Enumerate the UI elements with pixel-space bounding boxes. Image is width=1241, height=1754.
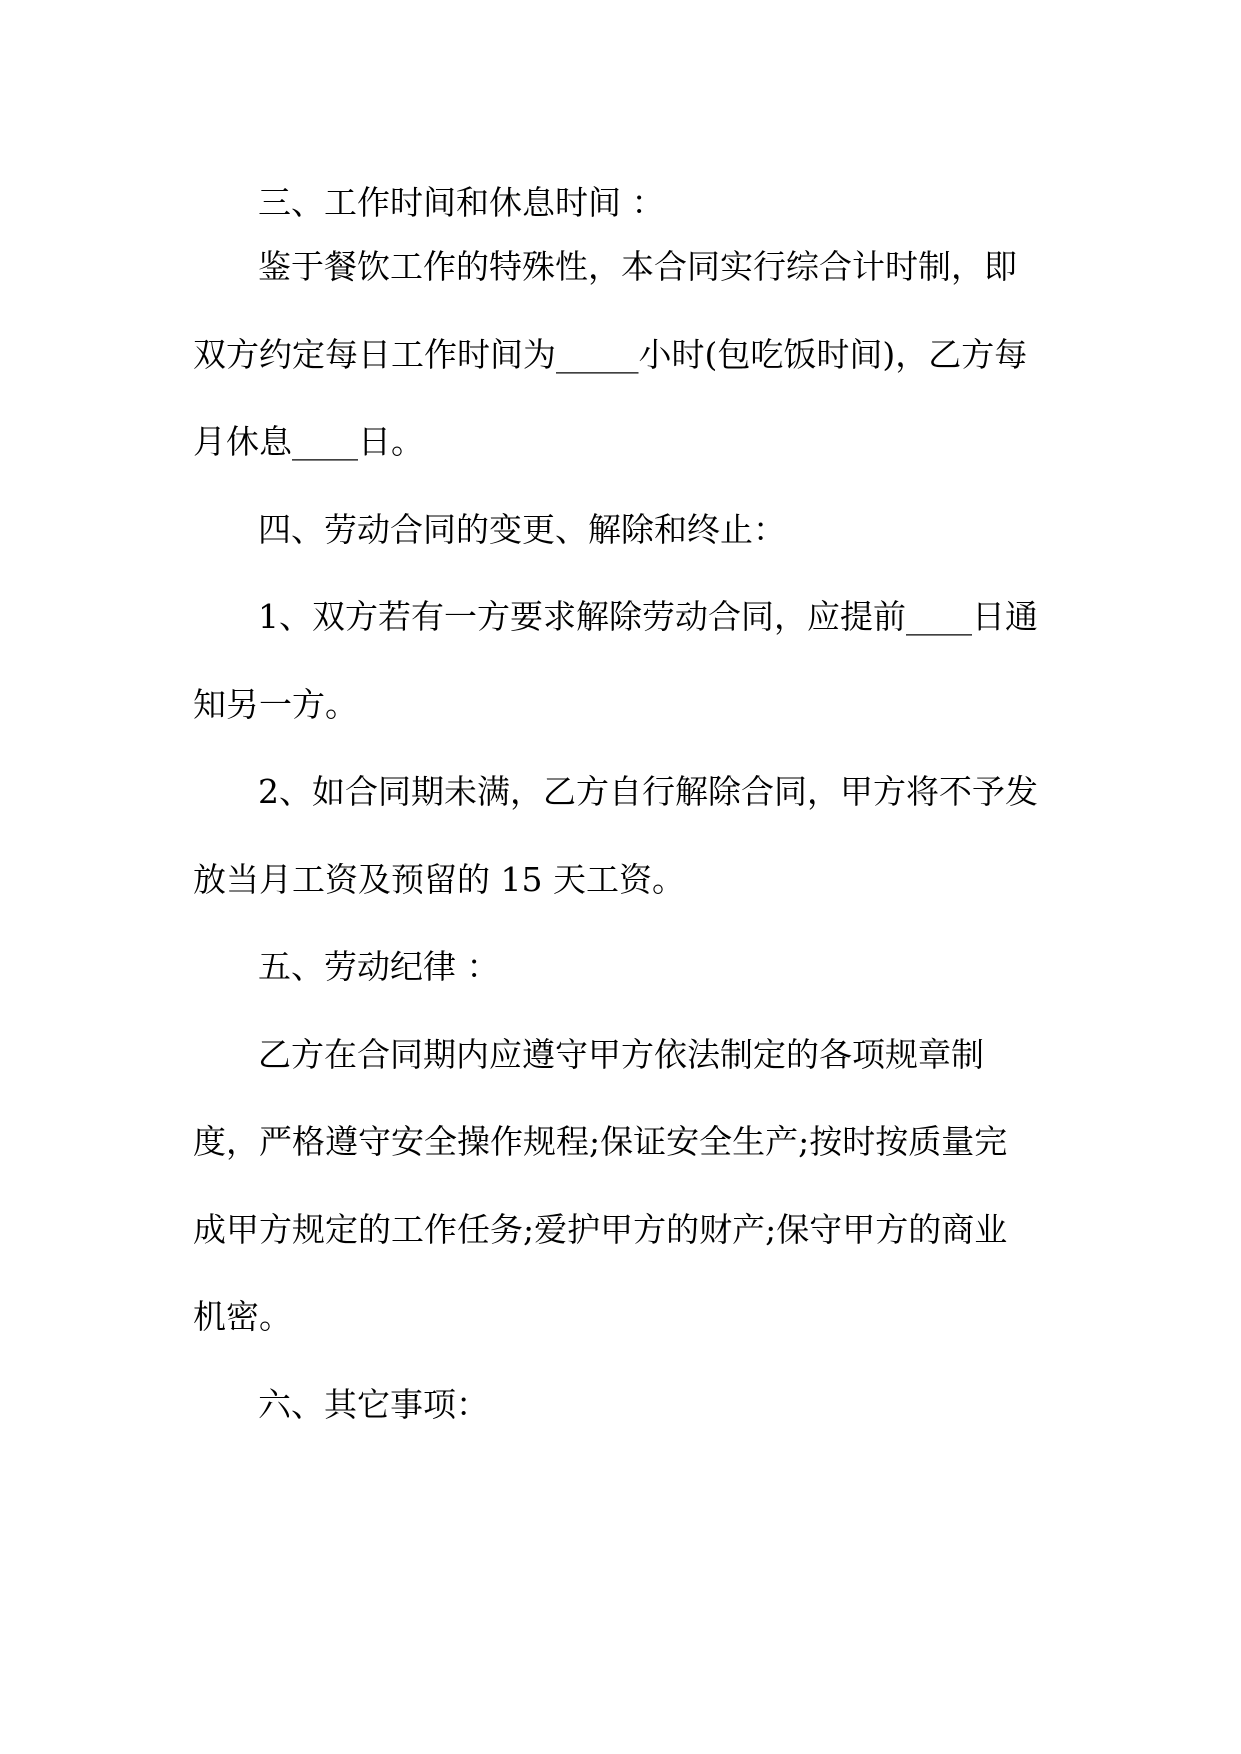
paragraph-line: 成甲方规定的工作任务;爱护甲方的财产;保守甲方的商业 bbox=[193, 1210, 1008, 1249]
paragraph-line: 月休息____日。 bbox=[193, 422, 424, 461]
paragraph-line: 鉴于餐饮工作的特殊性，本合同实行综合计时制，即 bbox=[258, 247, 1017, 286]
paragraph-line: 知另一方。 bbox=[193, 685, 358, 724]
section-heading-work-hours: 三、工作时间和休息时间 ： bbox=[258, 183, 665, 222]
paragraph-line: 放当月工资及预留的 15 天工资。 bbox=[193, 860, 685, 899]
paragraph-line: 双方约定每日工作时间为_____小时(包吃饭时间)，乙方每 bbox=[193, 335, 1028, 374]
paragraph-line: 机密。 bbox=[193, 1297, 292, 1336]
paragraph-line: 2、如合同期未满，乙方自行解除合同，甲方将不予发 bbox=[258, 772, 1038, 811]
paragraph-line: 度，严格遵守安全操作规程;保证安全生产;按时按质量完 bbox=[193, 1122, 1008, 1161]
section-heading-other-matters: 六、其它事项： bbox=[258, 1385, 489, 1424]
section-heading-labor-discipline: 五、劳动纪律 ： bbox=[258, 947, 500, 986]
paragraph-line: 乙方在合同期内应遵守甲方依法制定的各项规章制 bbox=[258, 1035, 984, 1074]
paragraph-line: 1、双方若有一方要求解除劳动合同，应提前____日通 bbox=[258, 597, 1038, 636]
section-heading-contract-changes: 四、劳动合同的变更、解除和终止： bbox=[258, 510, 786, 549]
